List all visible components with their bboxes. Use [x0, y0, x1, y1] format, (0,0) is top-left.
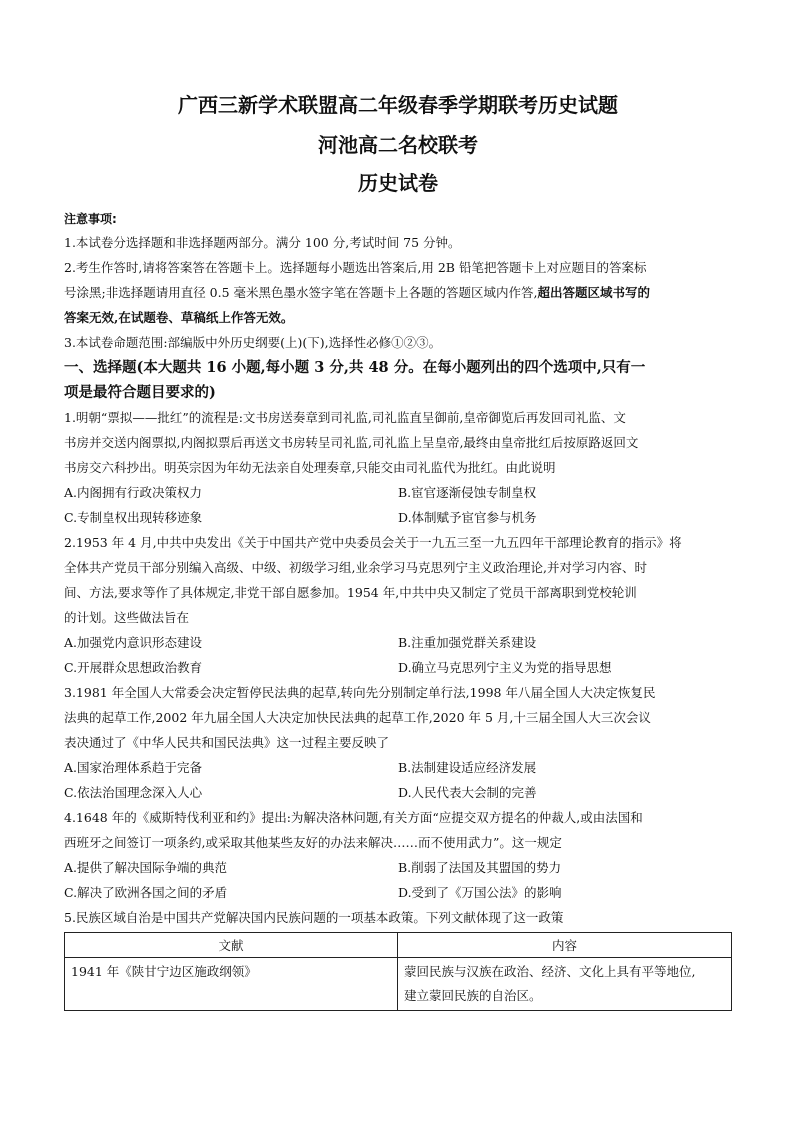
question-4 [64, 805, 732, 905]
question-stem-line: 全体共产党员干部分别编入高级、中级、初级学习组,业余学习马克思列宁主义政治理论,并对学习内容、时 [64, 560, 647, 575]
question-stem-line: 的计划。这些做法旨在 [64, 610, 190, 625]
option-c: C.解决了欧洲各国之间的矛盾 [64, 885, 228, 900]
section-heading-line2: 项是最符合题目要求的) [64, 384, 216, 401]
notice-item-2a: 2.考生作答时,请将答案答在答题卡上。选择题每小题选出答案后,用 2B 铅笔把答题卡上对应题目的答案标 [64, 260, 647, 275]
table-row [65, 958, 732, 1011]
exam-subtitle: 河池高二名校联考 [318, 133, 478, 157]
option-a: A.加强党内意识形态建设 [64, 635, 203, 650]
question-2 [64, 530, 732, 680]
question-stem-line: 1.明朝“票拟——批红”的流程是:文书房送奏章到司礼监,司礼监直呈御前,皇帝御览后再发回司礼监、文 [64, 410, 626, 425]
question-options [64, 480, 732, 530]
option-b: B.宦官逐渐侵蚀专制皇权 [398, 485, 537, 500]
policy-table [64, 932, 732, 1011]
question-stem-line: 4.1648 年的《威斯特伐利亚和约》提出:为解决洛林问题,有关方面“应提交双方提名的仲裁人,或由法国和 [64, 810, 643, 825]
notice-item-2b [64, 280, 732, 305]
question-3 [64, 680, 732, 805]
question-5 [64, 905, 732, 1011]
notice-item-2c [64, 305, 732, 330]
question-stem-line: 表决通过了《中华人民共和国民法典》这一过程主要反映了 [64, 735, 390, 750]
option-a: A.提供了解决国际争端的典范 [64, 860, 228, 875]
table-header-content: 内容 [398, 933, 732, 958]
question-stem-line: 西班牙之间签订一项条约,或采取其他某些友好的办法来解决……而不使用武力”。这一规定 [64, 835, 562, 850]
table-header-doc: 文献 [65, 933, 398, 958]
option-b: B.注重加强党群关系建设 [398, 635, 537, 650]
option-d: D.受到了《万国公法》的影响 [398, 885, 562, 900]
option-c: C.依法治国理念深入人心 [64, 785, 203, 800]
question-1 [64, 405, 732, 530]
table-cell-content-line: 建立蒙回民族的自治区。 [404, 988, 542, 1003]
option-c: C.专制皇权出现转移迹象 [64, 510, 203, 525]
notice-item-1: 1.本试卷分选择题和非选择题两部分。满分 100 分,考试时间 75 分钟。 [64, 235, 461, 250]
question-stem-line: 书房交六科抄出。明英宗因为年幼无法亲自处理奏章,只能交由司礼监代为批红。由此说明 [64, 460, 556, 475]
option-c: C.开展群众思想政治教育 [64, 660, 203, 675]
question-stem-line: 书房并交送内阁票拟,内阁拟票后再送文书房转呈司礼监,司礼监上呈皇帝,最终由皇帝批红后按原路返回文 [64, 435, 639, 450]
option-b: B.削弱了法国及其盟国的势力 [398, 860, 562, 875]
table-cell-doc: 1941 年《陕甘宁边区施政纲领》 [65, 958, 398, 1011]
question-options [64, 755, 732, 805]
question-stem-line: 法典的起草工作,2002 年九届全国人大决定加快民法典的起草工作,2020 年 5 月,十三届全国人大三次会议 [64, 710, 651, 725]
table-cell-content-line: 蒙回民族与汉族在政治、经济、文化上具有平等地位, [404, 964, 696, 979]
notice-item-2b-bold: 超出答题区域书写的 [537, 285, 651, 300]
option-a: A.国家治理体系趋于完备 [64, 760, 203, 775]
option-a: A.内阁拥有行政决策权力 [64, 485, 203, 500]
option-d: D.人民代表大会制的完善 [398, 785, 537, 800]
table-cell-content [398, 958, 732, 1011]
notice-item-3: 3.本试卷命题范围:部编版中外历史纲要(上)(下),选择性必修①②③。 [64, 335, 442, 350]
notice-heading: 注意事项: [64, 212, 117, 226]
paper-title: 历史试卷 [358, 171, 438, 195]
option-b: B.法制建设适应经济发展 [398, 760, 537, 775]
notice-item-2c-bold: 答案无效,在试题卷、草稿纸上作答无效。 [64, 310, 294, 325]
question-options [64, 855, 732, 905]
notice-item-2b-normal: 号涂黑;非选择题请用直径 0.5 毫米黑色墨水签字笔在答题卡上各题的答题区域内作答, [64, 285, 538, 300]
option-d: D.确立马克思列宁主义为党的指导思想 [398, 660, 612, 675]
question-stem-line: 5.民族区域自治是中国共产党解决国内民族问题的一项基本政策。下列文献体现了这一政策 [64, 910, 564, 925]
section-heading-line1: 一、选择题(本大题共 16 小题,每小题 3 分,共 48 分。在每小题列出的四个选项中,只有一 [64, 359, 646, 376]
exam-main-title: 广西三新学术联盟高二年级春季学期联考历史试题 [178, 93, 618, 117]
question-stem-line: 2.1953 年 4 月,中共中央发出《关于中国共产党中央委员会关于一九五三至一九五四年干部理论教育的指示》将 [64, 535, 682, 550]
table-header-row [65, 933, 732, 958]
question-stem-line: 3.1981 年全国人大常委会决定暂停民法典的起草,转向先分别制定单行法,1998 年八届全国人大决定恢复民 [64, 685, 656, 700]
question-stem-line: 间、方法,要求等作了具体规定,非党干部自愿参加。1954 年,中共中央又制定了党员干部离职到党校轮训 [64, 585, 637, 600]
option-d: D.体制赋予宦官参与机务 [398, 510, 537, 525]
exam-page [64, 92, 732, 1011]
question-options [64, 630, 732, 680]
